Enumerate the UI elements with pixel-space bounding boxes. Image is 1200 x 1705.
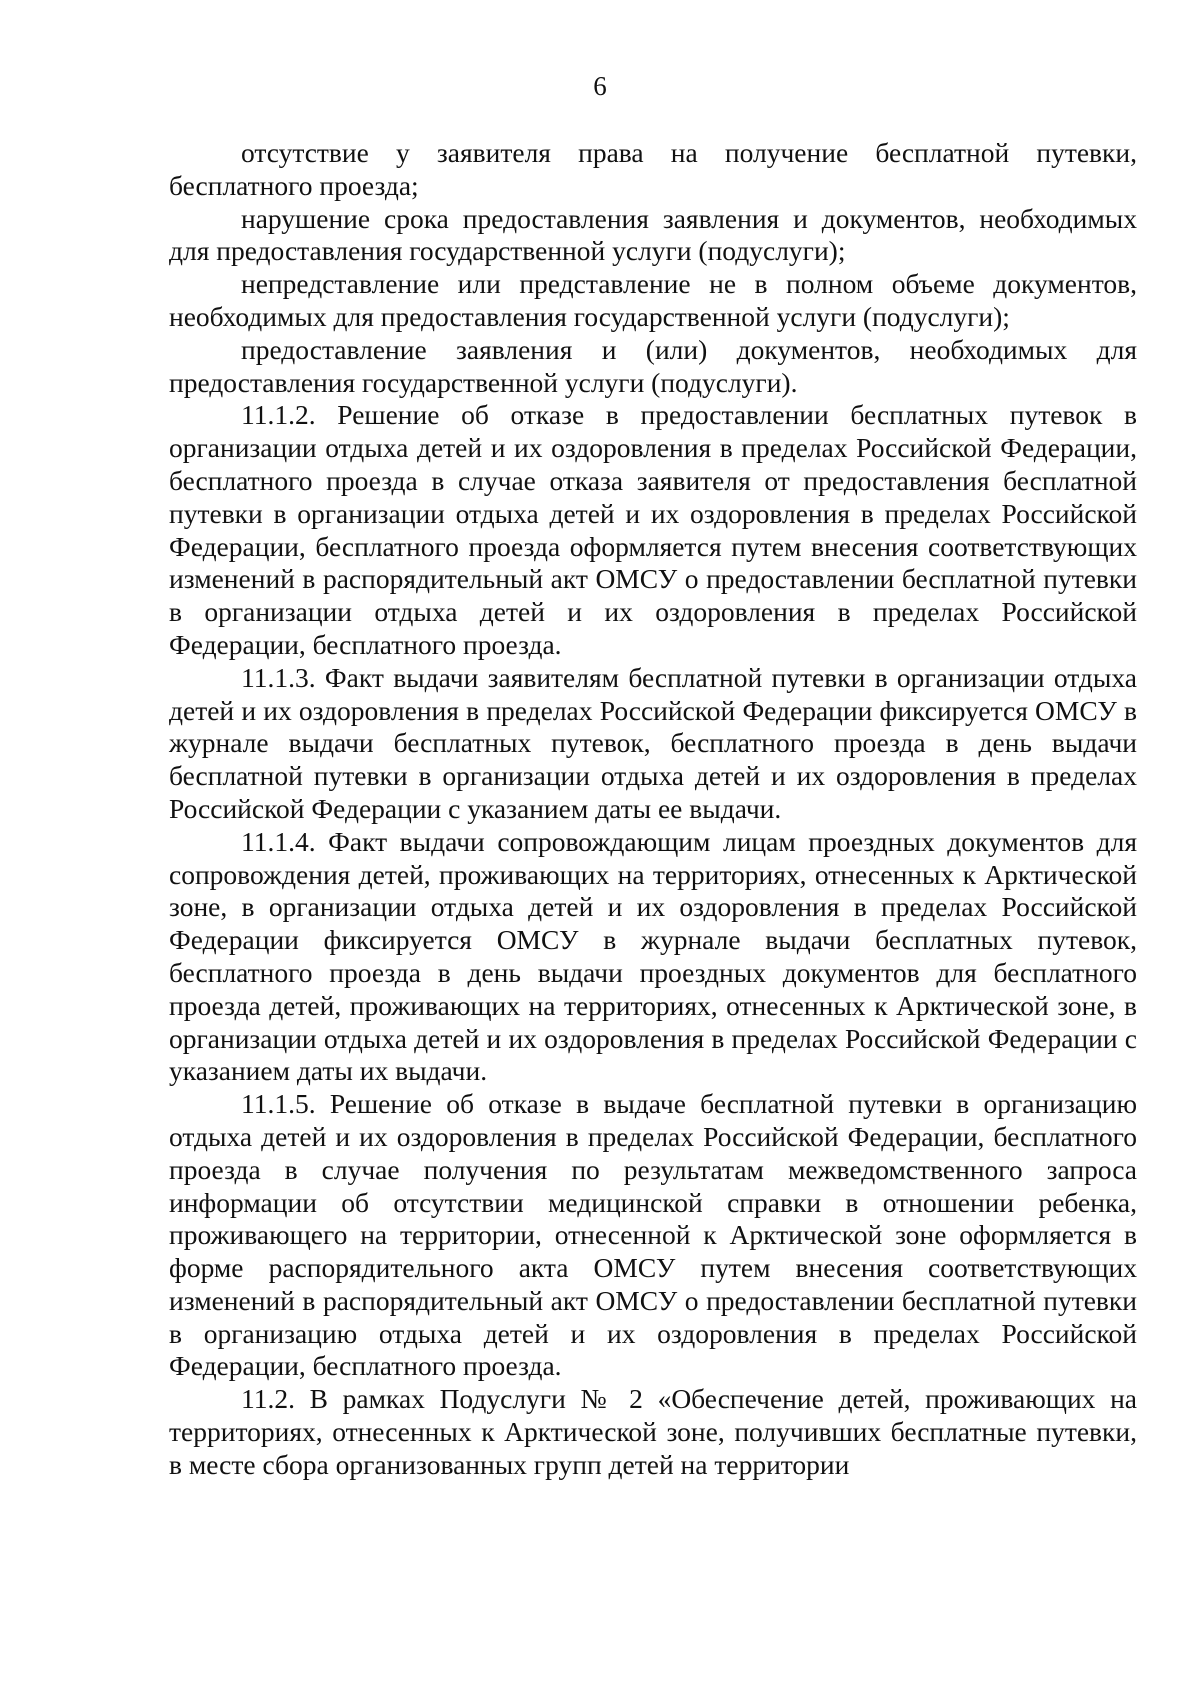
paragraph-refusal-no-right: отсутствие у заявителя права на получение бесплатной путевки, бесплатного проезда;	[169, 137, 1137, 201]
paragraph-refusal-documents: предоставление заявления и (или) документов, необходимых для предоставления государственной услуги (подуслуги).	[169, 333, 1137, 398]
document-body	[169, 137, 1137, 1482]
paragraph-11-1-4: 11.1.4. Факт выдачи сопровождающим лицам проездных документов для сопровождения детей, проживающих на территориях, отнесенных к Арктической зоне, в организации отдыха детей и их оздоровления в пределах Российской Федерации фиксируется ОМСУ в журнале выдачи бесплатных путевок, бесплатного проезда в день выдачи проездных документов для бесплатного проезда детей, проживающих на территориях, отнесенных к Арктической зоне, в организации отдыха детей и их оздоровления в пределах Российской Федерации с указанием даты их выдачи.	[169, 825, 1137, 1087]
paragraph-11-2: 11.2. В рамках Подуслуги № 2 «Обеспечение детей, проживающих на территориях, отнесенных к Арктической зоне, получивших бесплатные путевки, в месте сбора организованных групп детей на территории	[169, 1383, 1137, 1480]
paragraph-11-1-2: 11.1.2. Решение об отказе в предоставлении бесплатных путевок в организации отдыха детей и их оздоровления в пределах Российской Федерации, бесплатного проезда в случае отказа заявителя от предоставления бесплатной путевки в организации отдыха детей и их оздоровления в пределах Российской Федерации, бесплатного проезда оформляется путем внесения соответствующих изменений в распорядительный акт ОМСУ о предоставлении бесплатной путевки в организации отдыха детей и их оздоровления в пределах Российской Федерации, бесплатного проезда.	[169, 399, 1137, 660]
paragraph-refusal-deadline: нарушение срока предоставления заявления и документов, необходимых для предоставления государственной услуги (подуслуги);	[169, 202, 1137, 267]
page-number: 6	[593, 71, 607, 101]
paragraph-11-1-5: 11.1.5. Решение об отказе в выдаче бесплатной путевки в организацию отдыха детей и их оздоровления в пределах Российской Федерации, бесплатного проезда в случае получения по результатам межведомственного запроса информации об отсутствии медицинской справки в отношении ребенка, проживающего на территории, отнесенной к Арктической зоне оформляется в форме распорядительного акта ОМСУ путем внесения соответствующих изменений в распорядительный акт ОМСУ о предоставлении бесплатной путевки в организацию отдыха детей и их оздоровления в пределах Российской Федерации, бесплатного проезда.	[169, 1088, 1137, 1382]
paragraph-11-1-3: 11.1.3. Факт выдачи заявителям бесплатной путевки в организации отдыха детей и их оздоровления в пределах Российской Федерации фиксируется ОМСУ в журнале выдачи бесплатных путевок, бесплатного проезда в день выдачи бесплатной путевки в организации отдыха детей и их оздоровления в пределах Российской Федерации с указанием даты ее выдачи.	[169, 661, 1137, 824]
paragraph-refusal-incomplete-documents: непредставление или представление не в полном объеме документов, необходимых для предоставления государственной услуги (подуслуги);	[169, 268, 1137, 332]
